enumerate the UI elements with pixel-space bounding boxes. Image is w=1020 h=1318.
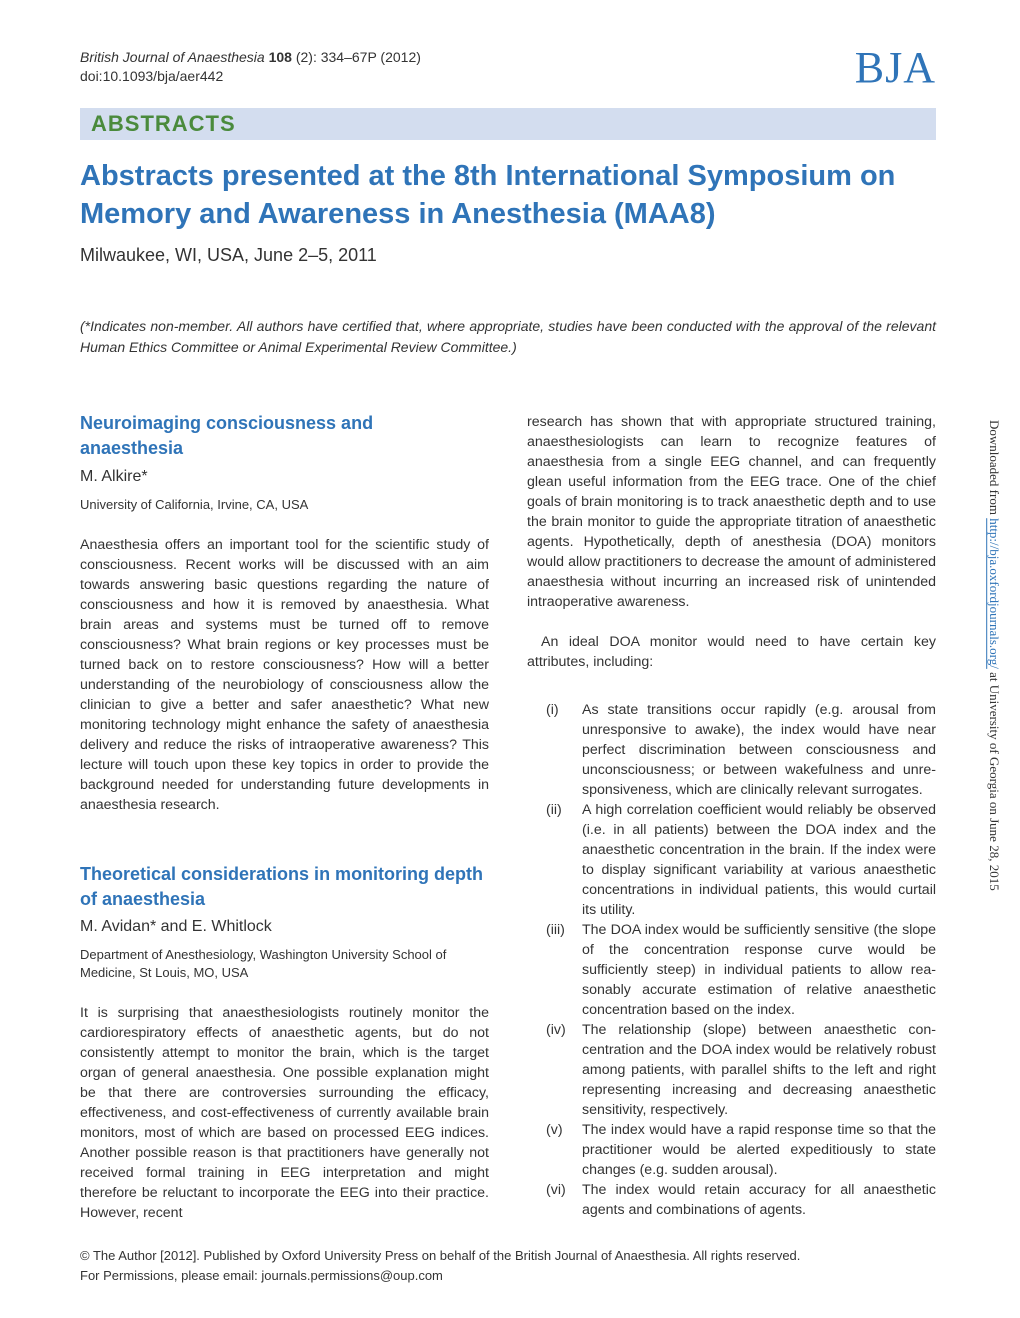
- list-item-number: (iv): [546, 1022, 566, 1038]
- meeting-location-date: Milwaukee, WI, USA, June 2–5, 2011: [80, 245, 377, 265]
- copyright-notice: © The Author [2012]. Published by Oxford University Press on behalf of the British Journal of Anaesthesia. All rights reserved.: [80, 1248, 801, 1263]
- list-item-number: (ii): [546, 802, 562, 818]
- member-note: (*Indicates non-member. All authors have certified that, where appropriate, studies have been conducted with the approval of the relevant Human Ethics Committee or Animal Experimental Review Committee.): [80, 318, 936, 355]
- list-item: [546, 1120, 936, 1180]
- sidebar-suffix: at University of Georgia on June 28, 2015: [987, 668, 1002, 891]
- journal-citation: [80, 48, 421, 86]
- list-item-text: The index would have a rapid response time so that the practitioner would be alerted expeditiously to state changes (e.g. sudden arousal).: [582, 1122, 936, 1178]
- list-item: [546, 1020, 936, 1120]
- page-title: Abstracts presented at the 8th International Symposium on Memory and Awareness in Anesthesia (MAA8): [80, 160, 896, 230]
- abstract1-body: Anaesthesia offers an important tool for the scientific study of consciousness. Recent works will be discussed with an aim towards answering basic questions regarding the nature of consciousness and how it is removed by anaesthesia. What brain areas and systems must be turned off to remove consciousness? What brain regions or key processes must be turned back on to restore consciousness? How will a better understanding of the neurobiology of consciousness allow the clinician to give a better and safer anaesthetic? What new monitoring technology might enhance the safety of anaesthesia delivery and reduce the risks of intraoperative awareness? This lecture will touch upon these key topics in order to provide the background needed for understanding future developments in anaesthesia research.: [80, 537, 489, 813]
- list-item: [546, 1180, 936, 1220]
- list-item-text: The relationship (slope) between anaesthetic concentration and the DOA index would be relatively robust among patients, with parallel shifts to the left and right representing increasing and decreasing anaesthetic sensitivity, respectively.: [582, 1022, 936, 1118]
- list-item: [546, 800, 936, 920]
- doi: doi:10.1093/bja/aer442: [80, 68, 224, 84]
- journal-name: British Journal of Anaesthesia: [80, 49, 265, 65]
- abstract2-paragraph-2: An ideal DOA monitor would need to have certain key attributes, including:: [527, 634, 936, 670]
- abstract2-heading: Theoretical considerations in monitoring depth of anaesthesia: [80, 864, 484, 909]
- abstract2-author: M. Avidan* and E. Whitlock: [80, 918, 272, 935]
- journal-volume: 108: [268, 49, 292, 65]
- attribute-list: [546, 700, 936, 1220]
- list-item: [546, 700, 936, 800]
- download-sidebar: [986, 420, 1002, 891]
- permissions-notice: For Permissions, please email: journals.permissions@oup.com: [80, 1268, 443, 1283]
- section-label: ABSTRACTS: [91, 111, 236, 136]
- list-item-text: A high correlation coefficient would reliably be observed (i.e. in all patients) between the DOA index and the anaesthetic concentration in the brain. If the index were to display significant variability at various anaesthetic concentrations in individual patients, this would curtail its utility.: [582, 802, 936, 918]
- list-item-text: As state transitions occur rapidly (e.g. arousal from unresponsive to awake), the index would have near perfect discrimination between consciousness and unconsciousness; or between wakefulness and unresponsiveness, which are clinically relevant surrogates.: [582, 702, 936, 798]
- list-item-number: (vi): [546, 1182, 566, 1198]
- list-item-text: The DOA index would be sufficiently sensitive (the slope of the concentration response curve would be sufficiently steep) in individual patients to allow reasonably accurate estimation of relative anaesthetic concentration based on the index.: [582, 922, 936, 1018]
- list-item-text: The index would retain accuracy for all anaesthetic agents and combinations of agents.: [582, 1182, 936, 1218]
- journal-issue-pages: (2): 334–67P (2012): [295, 49, 421, 65]
- abstract2-body: It is surprising that anaesthesiologists routinely monitor the cardiorespiratory effects of anaesthetic agents, but do not consistently attempt to monitor the brain, which is the target organ of general anaesthesia. One possible explanation might be that there are controversies surrounding the efficacy, effectiveness, and cost-effectiveness of currently available brain monitors, most of which are based on processed EEG indices. Another possible reason is that practitioners have generally not received formal training in EEG interpretation and might therefore be reluctant to incorporate the EEG into their practice. However, recent: [80, 1005, 489, 1221]
- journal-link[interactable]: http://bja.oxfordjournals.org/: [987, 518, 1002, 669]
- list-item-number: (iii): [546, 922, 565, 938]
- abstract1-author: M. Alkire*: [80, 468, 148, 485]
- abstract2-affiliation: Department of Anesthesiology, Washington University School of Medicine, St Louis, MO, USA: [80, 947, 447, 980]
- section-band: [80, 108, 936, 140]
- abstract1-affiliation: University of California, Irvine, CA, USA: [80, 497, 309, 512]
- list-item: [546, 920, 936, 1020]
- bja-logo: BJA: [854, 43, 936, 92]
- sidebar-prefix: Downloaded from: [987, 420, 1002, 519]
- list-item-number: (i): [546, 702, 559, 718]
- abstract2-body-continued: research has shown that with appropriate structured training, anaesthesiologists can learn to recognize features of anaesthesia from a single EEG channel, and can frequently glean useful information from the EEG trace. One of the chief goals of brain monitoring is to track anaesthetic depth and to use the brain monitor to guide the appropriate titration of anaesthetic agents. Hypothetically, depth of anesthesia (DOA) monitors would allow practitioners to decrease the amount of administered anaesthesia without incurring an increased risk of unintended intraoperative awareness.: [527, 414, 936, 610]
- list-item-number: (v): [546, 1122, 563, 1138]
- abstract1-heading: Neuroimaging consciousness and anaesthesia: [80, 413, 374, 458]
- footer: [80, 1246, 800, 1286]
